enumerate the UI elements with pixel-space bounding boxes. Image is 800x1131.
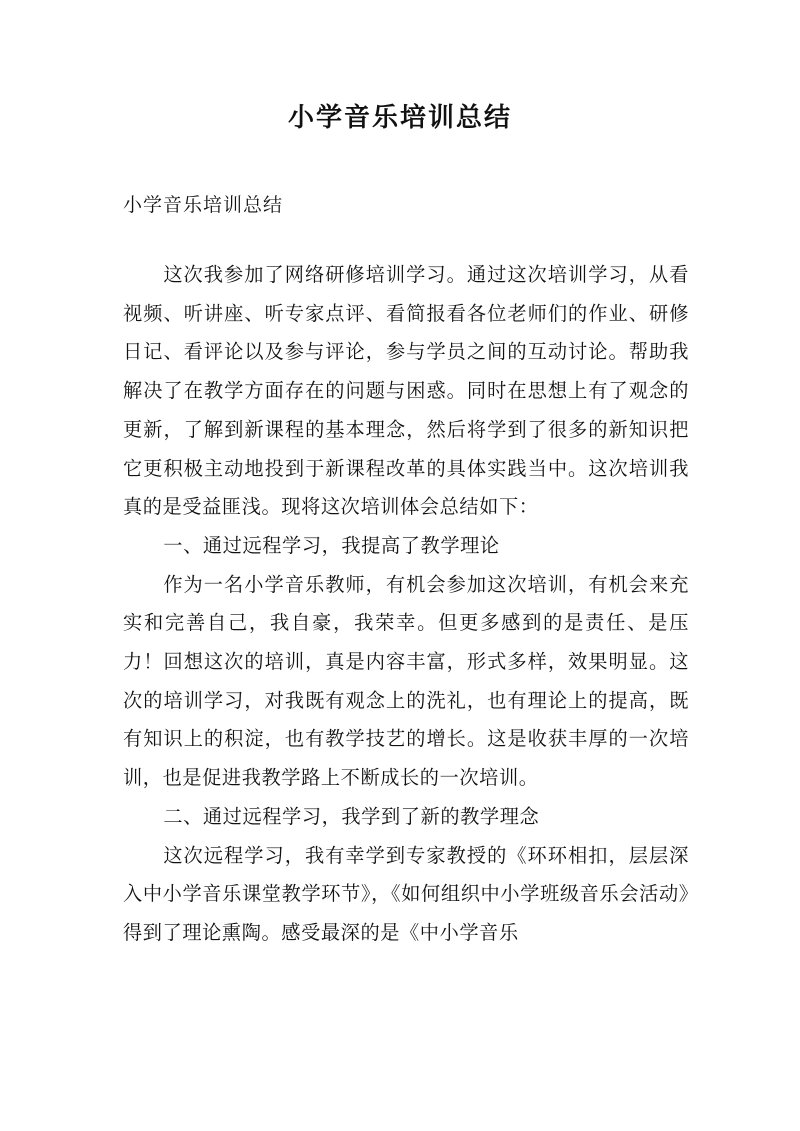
section-heading-1: 一、通过远程学习，我提高了教学理论 <box>163 533 500 557</box>
paragraph-section-2: 这次远程学习，我有幸学到专家教授的《环环相扣，层层深入中小学音乐课堂教学环节》，《如何组织中小学班级音乐会活动》得到了理论熏陶。感受最深的是《中小学音乐 <box>123 843 689 944</box>
paragraph-intro: 这次我参加了网络研修培训学习。通过这次培训学习，从看视频、听讲座、听专家点评、看简报看各位老师们的作业、研修日记、看评论以及参与评论，参与学员之间的互动讨论。帮助我解决了在教学方面存在的问题与困惑。同时在思想上有了观念的更新，了解到新课程的基本理念，然后将学到了很多的新知识把它更积极主动地投到于新课程改革的具体实践当中。这次培训我真的是受益匪浅。现将这次培训体会总结如下： <box>123 263 689 519</box>
paragraph-section-1: 作为一名小学音乐教师，有机会参加这次培训，有机会来充实和完善自己，我自豪，我荣幸。但更多感到的是责任、是压力！回想这次的培训，真是内容丰富，形式多样，效果明显。这次的培训学习，对我既有观念上的洗礼，也有理论上的提高，既有知识上的积淀，也有教学技艺的增长。这是收获丰厚的一次培训，也是促进我教学路上不断成长的一次培训。 <box>123 572 689 790</box>
section-heading-2: 二、通过远程学习，我学到了新的教学理念 <box>163 804 540 828</box>
document-title: 小学音乐培训总结 <box>287 103 512 133</box>
document-subtitle: 小学音乐培训总结 <box>123 194 284 216</box>
document-body <box>123 256 689 953</box>
